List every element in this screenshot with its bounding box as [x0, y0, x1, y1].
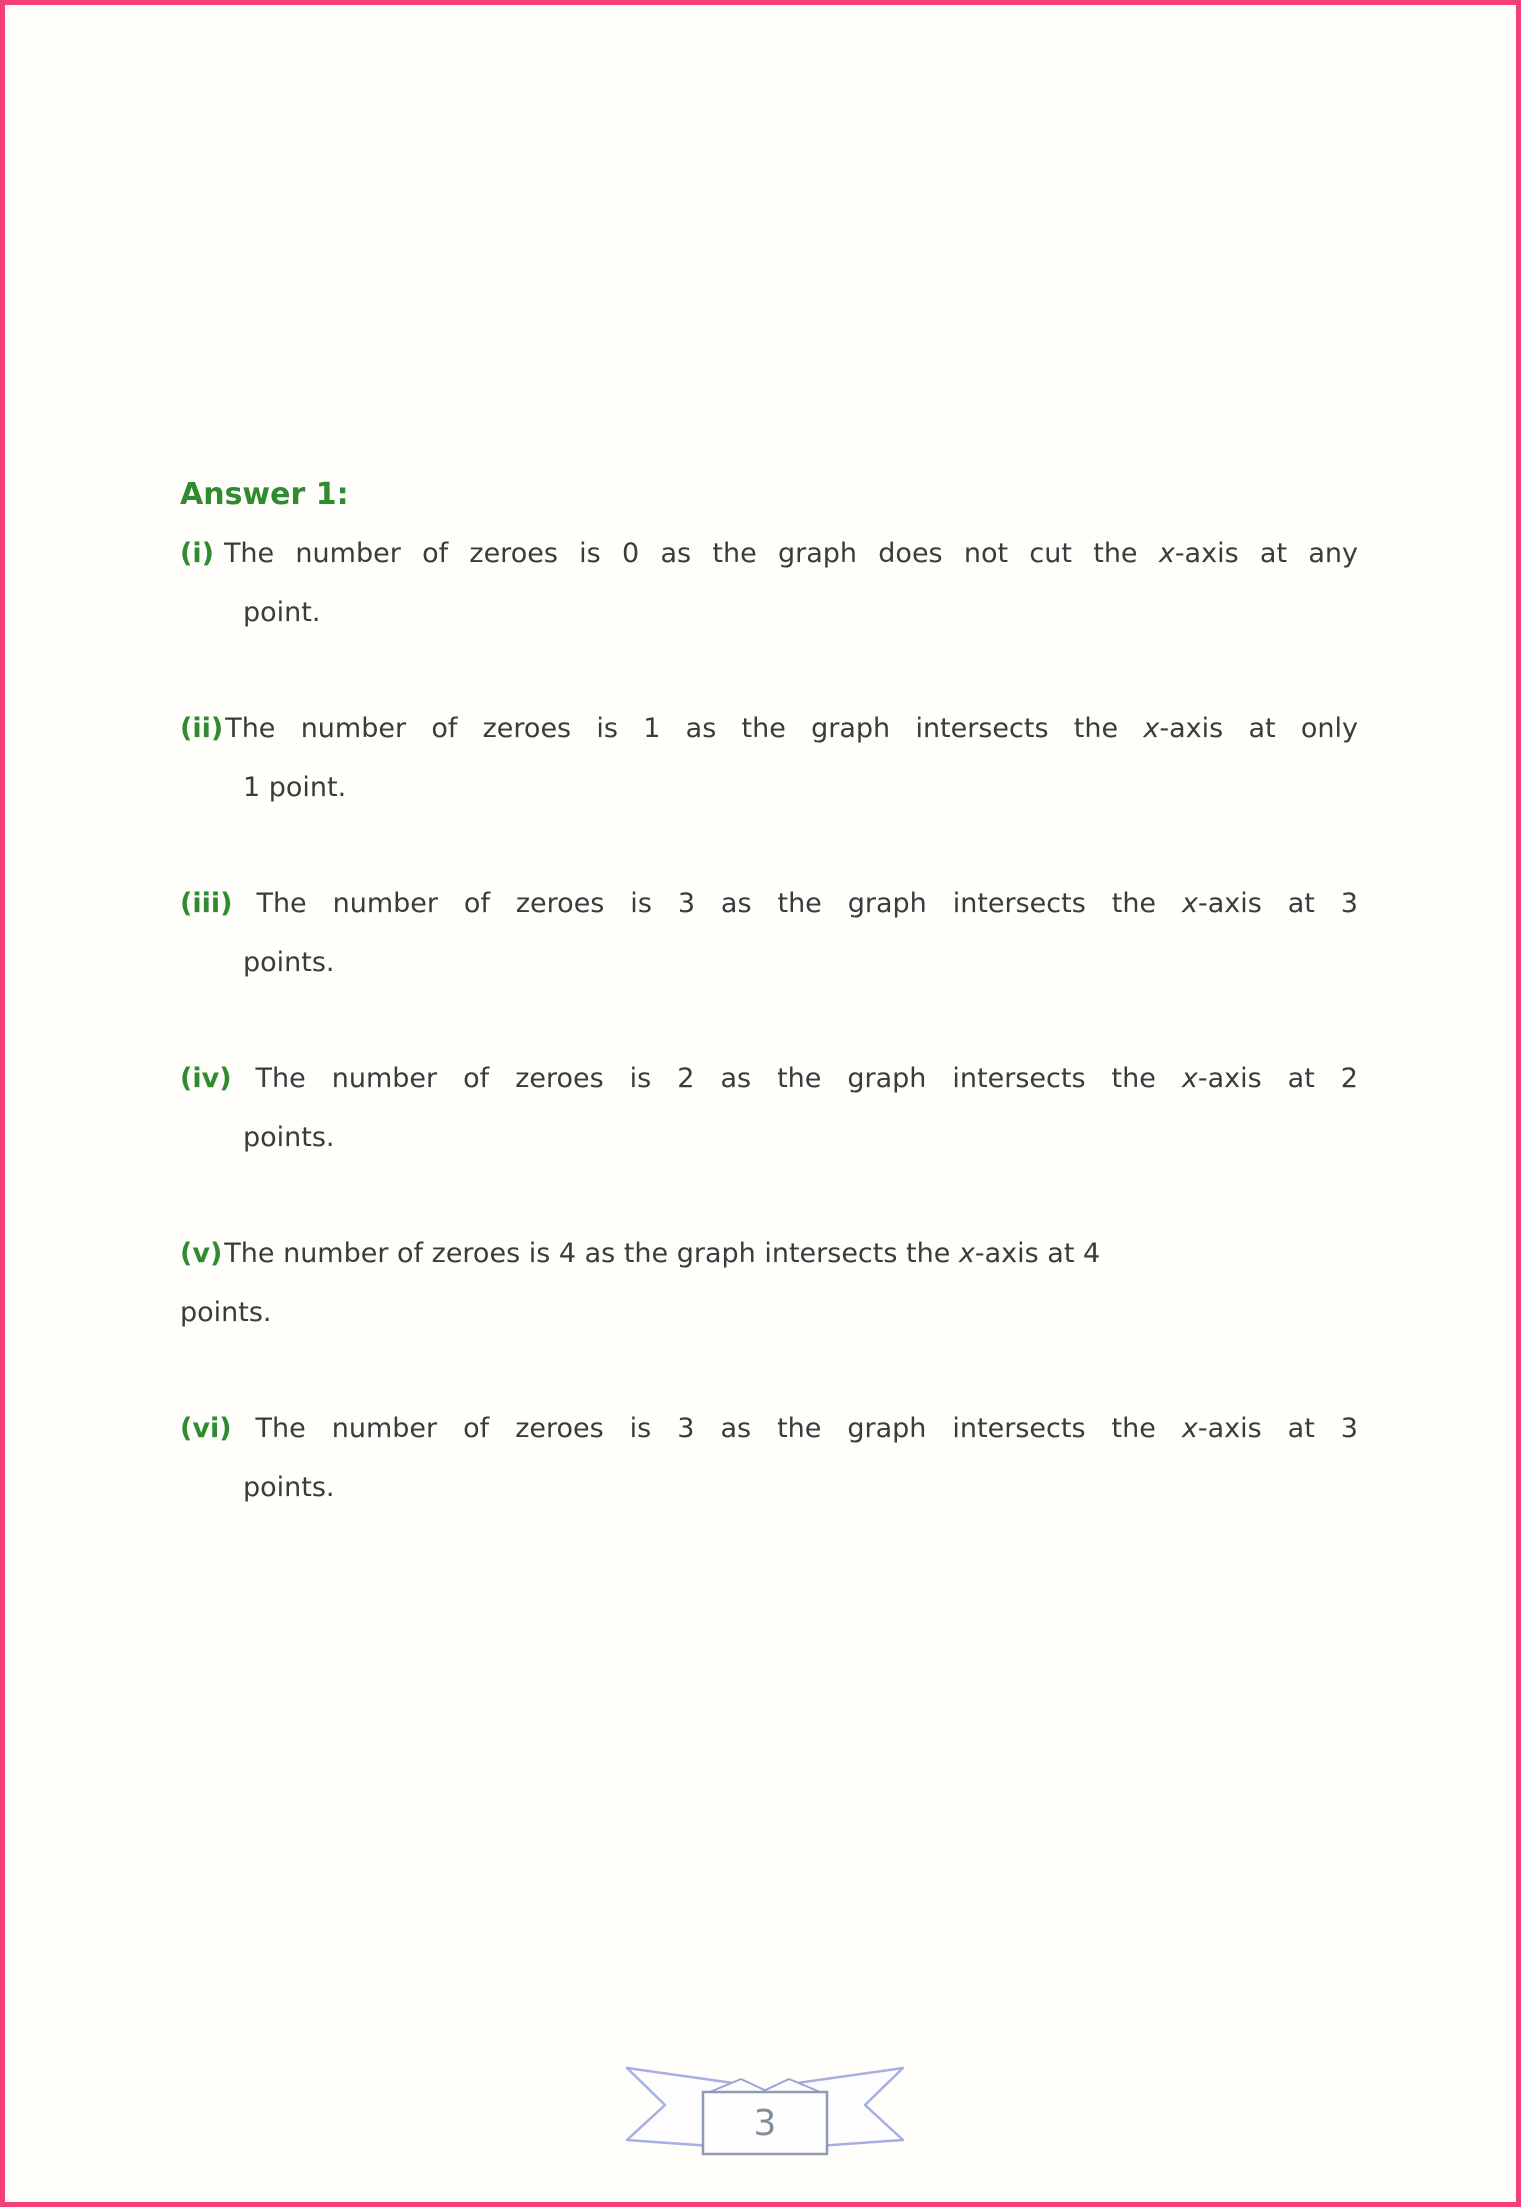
item-label: (iv) — [180, 1063, 232, 1094]
answer-item — [180, 1224, 1358, 1342]
item-text-wrap: point. — [243, 597, 321, 628]
item-text-wrap: points. — [180, 1297, 272, 1328]
item-text: The number of zeroes is 1 as the graph intersects the x-axis at only — [225, 713, 1358, 744]
answer-item — [180, 524, 1358, 642]
item-text-wrap: points. — [243, 1472, 335, 1503]
answer-item — [180, 874, 1358, 992]
answer-heading: Answer 1: — [180, 477, 349, 512]
item-text: The number of zeroes is 4 as the graph intersects the x-axis at 4 — [224, 1238, 1101, 1269]
item-line1 — [180, 1399, 1358, 1458]
item-line1 — [180, 874, 1358, 933]
item-text: The number of zeroes is 3 as the graph intersects the x-axis at 3 — [256, 888, 1358, 919]
answer-item — [180, 1049, 1358, 1167]
item-label: (ii) — [180, 713, 224, 744]
answer-item — [180, 699, 1358, 817]
page-number-ribbon-icon — [615, 2048, 915, 2163]
item-text-wrap: points. — [243, 1122, 335, 1153]
item-line1 — [180, 699, 1358, 758]
item-line1 — [180, 1224, 1358, 1283]
item-label: (vi) — [180, 1413, 232, 1444]
item-line1 — [180, 1049, 1358, 1108]
item-text-wrap: points. — [243, 947, 335, 978]
item-text: The number of zeroes is 0 as the graph does not cut the x-axis at any — [223, 538, 1358, 569]
item-text-wrap: 1 point. — [243, 772, 347, 803]
item-text: The number of zeroes is 2 as the graph intersects the x-axis at 2 — [255, 1063, 1358, 1094]
item-label: (iii) — [180, 888, 233, 919]
answer-item — [180, 1399, 1358, 1517]
answer-items — [180, 524, 1358, 1517]
item-text: The number of zeroes is 3 as the graph intersects the x-axis at 3 — [255, 1413, 1358, 1444]
page-number: 3 — [753, 2103, 777, 2144]
page-footer — [615, 2048, 915, 2163]
item-label: (v) — [180, 1238, 223, 1269]
item-line1 — [180, 524, 1358, 583]
item-label: (i) — [180, 538, 214, 569]
answer-section — [180, 465, 1358, 1574]
